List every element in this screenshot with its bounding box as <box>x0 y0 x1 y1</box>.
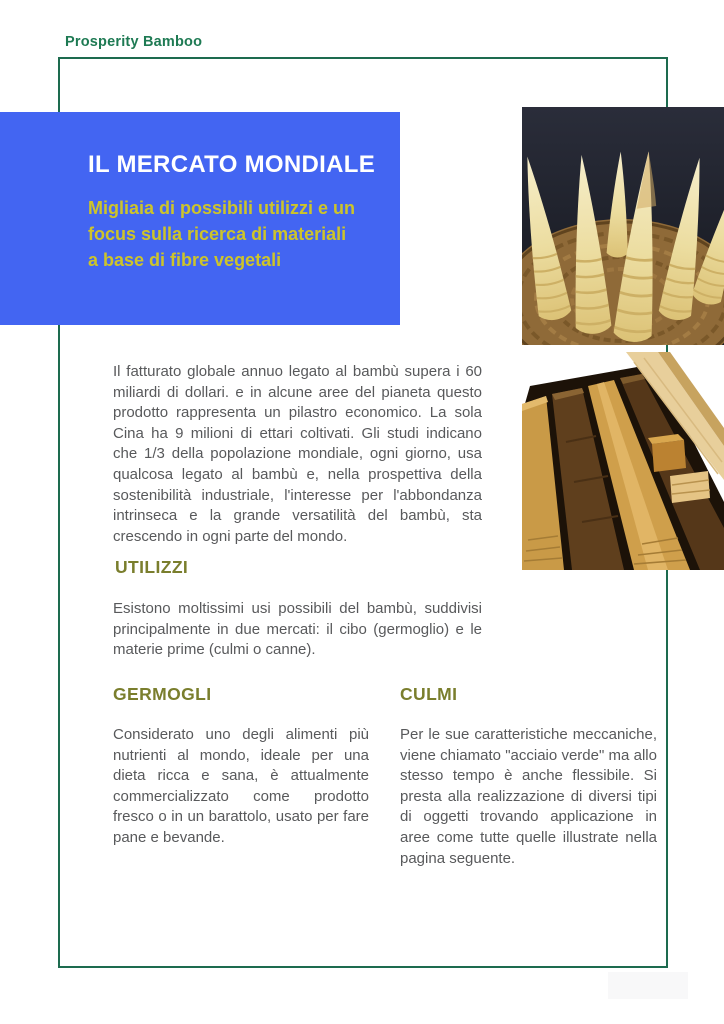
section-heading-utilizzi: UTILIZZI <box>115 557 189 577</box>
bamboo-shoots-image <box>522 107 724 345</box>
bamboo-lumber-image <box>522 352 724 570</box>
section-heading-culmi: CULMI <box>400 684 458 704</box>
section-body-culmi: Per le sue caratteristiche meccaniche, viene chiamato "acciaio verde" ma allo stesso tempo è anche flessibile. Si presta alla realizzazione di diversi tipi di oggetti trovando applicazione in aree come tutte quelle illustrate nella pagina seguente. <box>400 726 657 867</box>
hero-title: IL MERCATO MONDIALE <box>88 151 376 178</box>
hero-subtitle: Migliaia di possibili utilizzi e un focus sulla ricerca di materiali a base di fibre vegetali <box>88 198 356 270</box>
intro-paragraph: Il fatturato globale annuo legato al bambù supera i 60 miliardi di dollari. e in alcune aree del pianeta questo prodotto rappresenta un pilastro economico. La sola Cina ha 9 milioni di ettari coltivati. Gli studi indicano che 1/3 della popolazione mondiale, ogni giorno, usa qualcosa legato al bambù e, nella prospettiva della sostenibilità industriale, l'interesse per l'abbondanza intrinseca e la grande versatilità del bambù, sta crescendo in ogni parte del mondo. <box>113 363 482 545</box>
hero-banner <box>0 112 400 325</box>
watermark-placeholder <box>608 972 688 999</box>
section-body-germogli: Considerato uno degli alimenti più nutrienti al mondo, ideale per una dieta ricca e sana, è attualmente commercializzato come prodotto fresco o in un barattolo, usato per fare pane e bevande. <box>113 726 369 846</box>
brand-title: Prosperity Bamboo <box>65 34 203 50</box>
section-heading-germogli: GERMOGLI <box>113 684 212 704</box>
section-body-utilizzi: Esistono moltissimi usi possibili del bambù, suddivisi principalmente in due mercati: il cibo (germoglio) e le materie prime (culmi o canne). <box>113 600 482 659</box>
